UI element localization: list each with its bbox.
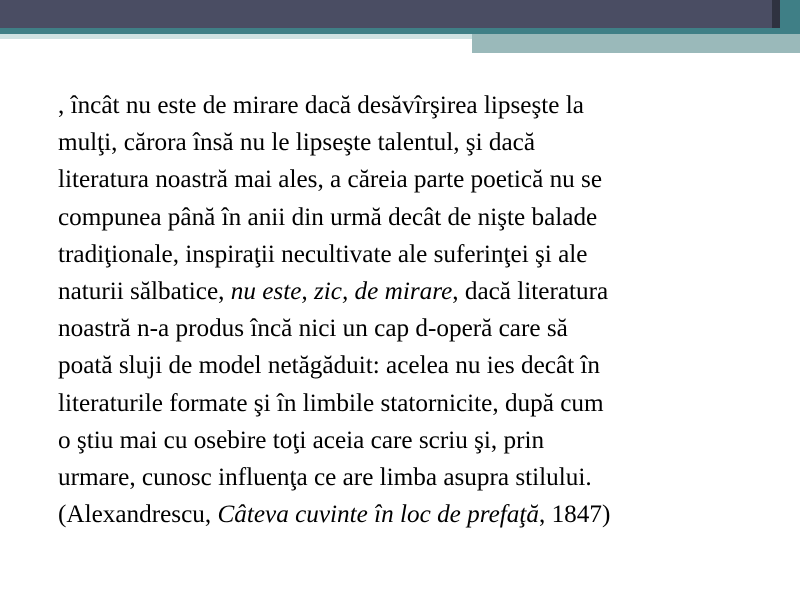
header-corner-dark: [772, 0, 780, 28]
quote-line: urmare, cunosc influenţa ce are limba asupra stilului.: [58, 464, 592, 492]
citation-year: , 1847): [538, 501, 611, 529]
header-corner-teal: [780, 0, 800, 34]
quote-line: literaturile formate şi în limbile statornicite, după cum: [58, 389, 604, 417]
quote-line: [58, 273, 788, 310]
quote-line: literatura noastră mai ales, a căreia parte poetică nu se: [58, 166, 603, 194]
slide-body: [58, 87, 788, 533]
citation-author: (Alexandrescu,: [58, 501, 218, 529]
quote-line: noastră n-a produs încă nici un cap d-operă care să: [58, 315, 568, 343]
quote-line: compunea până în anii din urmă decât de nişte balade: [58, 203, 598, 231]
quote-line: tradiţionale, inspiraţii necultivate ale suferinţei şi ale: [58, 240, 588, 268]
quote-text: naturii sălbatice,: [58, 278, 231, 306]
quote-line: poată sluji de model netăgăduit: acelea nu ies decât în: [58, 352, 601, 380]
citation-title: Câteva cuvinte în loc de prefaţă: [217, 501, 539, 529]
header-accent-block: [472, 34, 800, 53]
quote-emphasis: nu este, zic, de mirare: [230, 278, 453, 306]
citation-line: [58, 496, 788, 533]
header-band: [0, 0, 800, 28]
quote-line: o ştiu mai cu osebire toţi aceia care scriu şi, prin: [58, 426, 545, 454]
quote-text: , dacă literatura: [452, 278, 609, 306]
quote-line: , încât nu este de mirare dacă desăvîrşirea lipseşte la: [58, 92, 584, 119]
quote-line: mulţi, cărora însă nu le lipseşte talentul, şi dacă: [58, 129, 536, 157]
quote-paragraph: [58, 87, 788, 533]
